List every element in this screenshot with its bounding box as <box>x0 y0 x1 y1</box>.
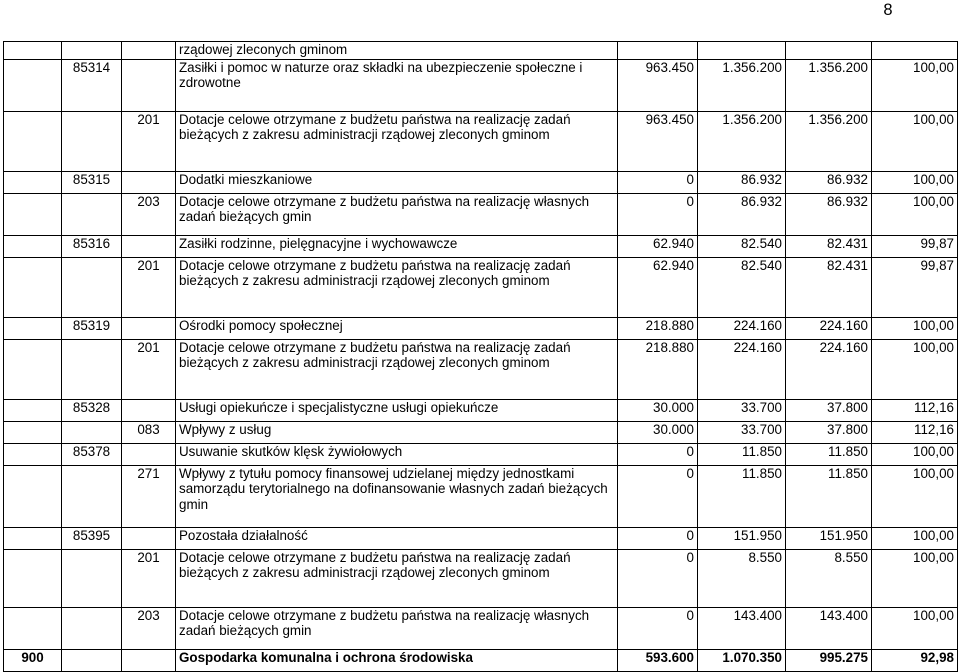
execution-value: 11.850 <box>786 466 872 528</box>
table-row-total <box>4 650 958 672</box>
paragraph-code: 201 <box>122 258 176 318</box>
paragraph-code <box>122 60 176 112</box>
paragraph-code: 271 <box>122 466 176 528</box>
paragraph-code: 201 <box>122 550 176 608</box>
description: Zasiłki i pomoc w naturze oraz składki na ubezpieczenie społeczne i zdrowotne <box>176 60 618 112</box>
paragraph-code <box>122 528 176 550</box>
execution-value: 86.932 <box>786 194 872 236</box>
plan-value: 0 <box>618 444 698 466</box>
paragraph-code <box>122 42 176 60</box>
plan-value: 30.000 <box>618 422 698 444</box>
plan-after-changes: 33.700 <box>698 422 786 444</box>
plan-value: 963.450 <box>618 112 698 172</box>
execution-value: 37.800 <box>786 422 872 444</box>
execution-percent: 100,00 <box>872 60 958 112</box>
description: Gospodarka komunalna i ochrona środowiska <box>176 650 618 672</box>
description: Usługi opiekuńcze i specjalistyczne usługi opiekuńcze <box>176 400 618 422</box>
section-code <box>4 112 62 172</box>
chapter-code <box>62 340 122 400</box>
chapter-code <box>62 466 122 528</box>
chapter-code <box>62 650 122 672</box>
execution-value: 37.800 <box>786 400 872 422</box>
plan-after-changes: 151.950 <box>698 528 786 550</box>
execution-percent: 112,16 <box>872 400 958 422</box>
table-row <box>4 172 958 194</box>
page-number: 8 <box>883 1 893 19</box>
paragraph-code <box>122 318 176 340</box>
paragraph-code <box>122 650 176 672</box>
table-row <box>4 444 958 466</box>
paragraph-code: 203 <box>122 194 176 236</box>
description: Usuwanie skutków klęsk żywiołowych <box>176 444 618 466</box>
chapter-code <box>62 422 122 444</box>
plan-after-changes: 1.356.200 <box>698 112 786 172</box>
plan-value: 0 <box>618 608 698 650</box>
plan-value: 0 <box>618 172 698 194</box>
plan-after-changes <box>698 42 786 60</box>
execution-percent: 112,16 <box>872 422 958 444</box>
paragraph-code: 201 <box>122 112 176 172</box>
plan-value: 0 <box>618 528 698 550</box>
table-row <box>4 318 958 340</box>
section-code <box>4 340 62 400</box>
table-row <box>4 400 958 422</box>
description: Dotacje celowe otrzymane z budżetu państwa na realizację zadań bieżących z zakresu administracji rządowej zleconych gminom <box>176 258 618 318</box>
plan-after-changes: 11.850 <box>698 444 786 466</box>
plan-after-changes: 8.550 <box>698 550 786 608</box>
table-row <box>4 608 958 650</box>
plan-value: 0 <box>618 466 698 528</box>
section-code <box>4 400 62 422</box>
chapter-code: 85328 <box>62 400 122 422</box>
chapter-code: 85395 <box>62 528 122 550</box>
section-code <box>4 258 62 318</box>
execution-percent: 100,00 <box>872 444 958 466</box>
section-code <box>4 608 62 650</box>
execution-percent: 100,00 <box>872 340 958 400</box>
description: Wpływy z usług <box>176 422 618 444</box>
plan-value: 0 <box>618 194 698 236</box>
execution-value: 143.400 <box>786 608 872 650</box>
plan-after-changes: 11.850 <box>698 466 786 528</box>
execution-value: 151.950 <box>786 528 872 550</box>
description: Dotacje celowe otrzymane z budżetu państwa na realizację własnych zadań bieżących gmin <box>176 194 618 236</box>
table-row <box>4 42 958 60</box>
section-code <box>4 422 62 444</box>
description: Wpływy z tytułu pomocy finansowej udzielanej między jednostkami samorządu terytorialnego na dofinansowanie własnych zadań bieżących gmin <box>176 466 618 528</box>
section-code <box>4 172 62 194</box>
section-code <box>4 194 62 236</box>
section-code <box>4 318 62 340</box>
plan-after-changes: 143.400 <box>698 608 786 650</box>
plan-value: 593.600 <box>618 650 698 672</box>
execution-value <box>786 42 872 60</box>
plan-value: 218.880 <box>618 340 698 400</box>
execution-percent: 100,00 <box>872 528 958 550</box>
execution-percent: 100,00 <box>872 608 958 650</box>
chapter-code: 85315 <box>62 172 122 194</box>
description: rządowej zleconych gminom <box>176 42 618 60</box>
section-code <box>4 466 62 528</box>
table-row <box>4 258 958 318</box>
paragraph-code <box>122 236 176 258</box>
budget-table <box>3 41 958 672</box>
execution-value: 224.160 <box>786 318 872 340</box>
table-row <box>4 112 958 172</box>
plan-after-changes: 82.540 <box>698 258 786 318</box>
section-code <box>4 528 62 550</box>
chapter-code: 85316 <box>62 236 122 258</box>
execution-percent: 100,00 <box>872 318 958 340</box>
plan-after-changes: 224.160 <box>698 318 786 340</box>
execution-value: 1.356.200 <box>786 112 872 172</box>
execution-value: 1.356.200 <box>786 60 872 112</box>
paragraph-code: 083 <box>122 422 176 444</box>
chapter-code: 85314 <box>62 60 122 112</box>
section-code <box>4 236 62 258</box>
table-row <box>4 236 958 258</box>
plan-after-changes: 224.160 <box>698 340 786 400</box>
table-row <box>4 340 958 400</box>
description: Dodatki mieszkaniowe <box>176 172 618 194</box>
budget-table-body <box>4 42 958 672</box>
plan-after-changes: 86.932 <box>698 172 786 194</box>
execution-percent <box>872 42 958 60</box>
table-row <box>4 466 958 528</box>
execution-percent: 100,00 <box>872 194 958 236</box>
execution-value: 11.850 <box>786 444 872 466</box>
chapter-code <box>62 550 122 608</box>
execution-value: 82.431 <box>786 258 872 318</box>
plan-value: 218.880 <box>618 318 698 340</box>
description: Zasiłki rodzinne, pielęgnacyjne i wychowawcze <box>176 236 618 258</box>
description: Dotacje celowe otrzymane z budżetu państwa na realizację zadań bieżących z zakresu administracji rządowej zleconych gminom <box>176 550 618 608</box>
table-row <box>4 422 958 444</box>
plan-after-changes: 1.070.350 <box>698 650 786 672</box>
plan-after-changes: 82.540 <box>698 236 786 258</box>
table-row <box>4 194 958 236</box>
chapter-code <box>62 608 122 650</box>
execution-percent: 99,87 <box>872 236 958 258</box>
table-row <box>4 528 958 550</box>
paragraph-code <box>122 444 176 466</box>
description: Dotacje celowe otrzymane z budżetu państwa na realizację własnych zadań bieżących gmin <box>176 608 618 650</box>
execution-value: 82.431 <box>786 236 872 258</box>
execution-percent: 100,00 <box>872 550 958 608</box>
plan-value: 963.450 <box>618 60 698 112</box>
execution-value: 8.550 <box>786 550 872 608</box>
execution-percent: 100,00 <box>872 466 958 528</box>
description: Ośrodki pomocy społecznej <box>176 318 618 340</box>
chapter-code <box>62 42 122 60</box>
plan-after-changes: 33.700 <box>698 400 786 422</box>
execution-percent: 92,98 <box>872 650 958 672</box>
plan-value <box>618 42 698 60</box>
paragraph-code: 201 <box>122 340 176 400</box>
table-row <box>4 550 958 608</box>
section-code <box>4 444 62 466</box>
execution-percent: 100,00 <box>872 172 958 194</box>
execution-value: 86.932 <box>786 172 872 194</box>
chapter-code <box>62 112 122 172</box>
section-code <box>4 550 62 608</box>
chapter-code: 85319 <box>62 318 122 340</box>
plan-after-changes: 1.356.200 <box>698 60 786 112</box>
execution-value: 995.275 <box>786 650 872 672</box>
section-code <box>4 42 62 60</box>
execution-value: 224.160 <box>786 340 872 400</box>
plan-value: 30.000 <box>618 400 698 422</box>
chapter-code <box>62 258 122 318</box>
table-row <box>4 60 958 112</box>
chapter-code <box>62 194 122 236</box>
description: Dotacje celowe otrzymane z budżetu państwa na realizację zadań bieżących z zakresu administracji rządowej zleconych gminom <box>176 112 618 172</box>
section-code <box>4 60 62 112</box>
plan-value: 0 <box>618 550 698 608</box>
description: Pozostała działalność <box>176 528 618 550</box>
paragraph-code <box>122 172 176 194</box>
paragraph-code: 203 <box>122 608 176 650</box>
plan-value: 62.940 <box>618 236 698 258</box>
execution-percent: 100,00 <box>872 112 958 172</box>
section-code: 900 <box>4 650 62 672</box>
chapter-code: 85378 <box>62 444 122 466</box>
plan-after-changes: 86.932 <box>698 194 786 236</box>
plan-value: 62.940 <box>618 258 698 318</box>
paragraph-code <box>122 400 176 422</box>
description: Dotacje celowe otrzymane z budżetu państwa na realizację zadań bieżących z zakresu administracji rządowej zleconych gminom <box>176 340 618 400</box>
execution-percent: 99,87 <box>872 258 958 318</box>
